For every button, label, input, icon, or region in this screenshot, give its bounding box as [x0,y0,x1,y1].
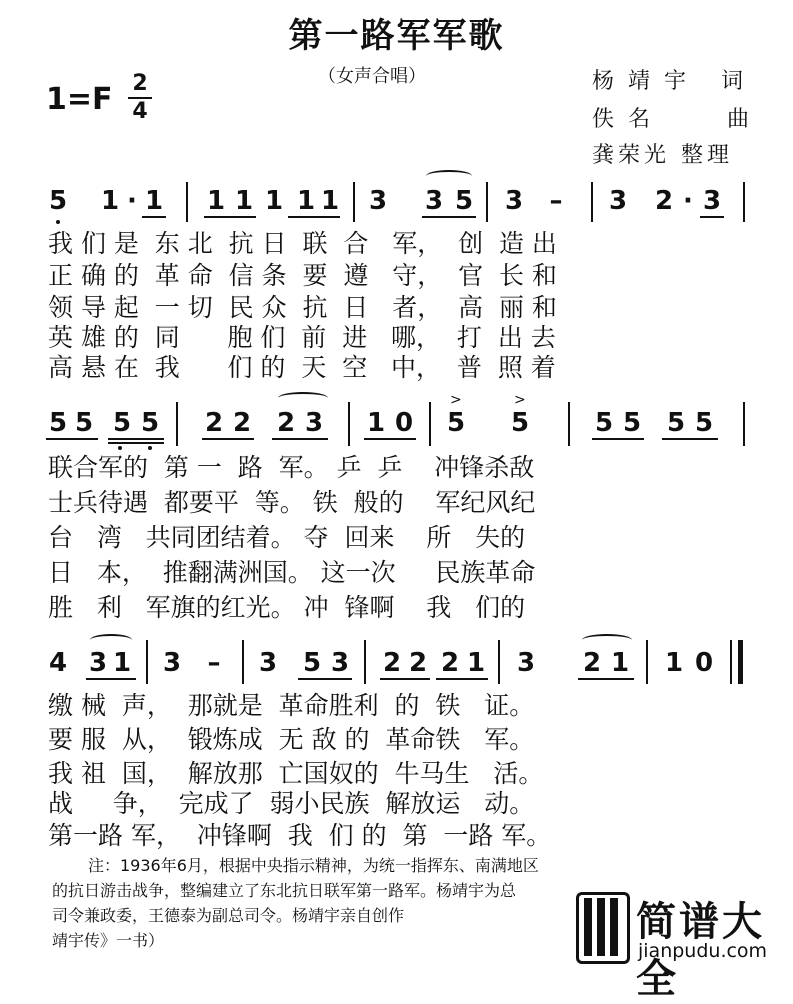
watermark-brand: 简谱大全 [636,899,765,1002]
footnote-line-2: 的抗日游击战争，整编建立了东北抗日联军第一路军。杨靖宇为总 [52,881,517,900]
lyric-line-2-verse-3: 台 湾 共同团结着。 夺 回来 所 失的 [48,523,526,552]
lyric-line-3-verse-1: 缴 械 声， 那就是 革命胜利 的 铁 证。 [48,691,535,720]
time-signature-bottom: 4 [132,99,148,124]
notation-line-3: 4 3 1 3 – 3 5 3 2 2 2 1 3 2 1 1 0 [46,640,756,690]
footnote-line-3: 司令兼政委，王德泰为副总司令。杨靖宇亲自创作 [52,906,405,925]
lyric-line-3-verse-4: 战 争， 完成了 弱小民族 解放运 动。 [48,789,535,818]
time-signature-top: 2 [132,71,148,96]
piano-icon [576,892,630,964]
lyric-line-3-verse-3: 我 祖 国， 解放那 亡国奴的 牛马生 活。 [48,759,544,788]
lyric-line-1-verse-2: 正 确 的 革 命 信 条 要 遵 守， 官 长 和 [48,261,557,290]
lyric-line-3-verse-5: 第一路 军， 冲锋啊 我 们 的 第 一路 军。 [48,821,552,850]
lyric-line-1-verse-5: 高 悬 在 我 们 的 天 空 中， 普 照 着 [48,353,556,382]
lyric-line-2-verse-2: 士兵待遇 都要平 等。 铁 般的 军纪风纪 [48,488,536,517]
lyric-line-2-verse-4: 日 本， 推翻满洲国。 这一次 民族革命 [48,558,536,587]
lyric-line-1-verse-3: 领 导 起 一 切 民 众 抗 日 者， 高 丽 和 [48,293,557,322]
watermark-logo [576,888,793,1002]
credit-lyricist: 杨靖宇 词 [592,69,758,94]
lyric-line-1-verse-1: 我 们 是 东 北 抗 日 联 合 军， 创 造 出 [48,229,557,258]
song-subtitle: （女声合唱） [318,66,426,87]
song-title: 第一路军军歌 [288,16,505,56]
notation-line-1: 5 1 · 1 1 1 1 1 1 3 3 5 3 – 3 2 · 3 [46,182,756,232]
credit-arranger: 龚荣光 整理 [592,143,734,168]
credit-composer: 佚名 曲 [592,107,764,132]
footnote-line-1: 注：1936年6月，根据中央指示精神，为统一指挥东、南满地区 [88,856,539,875]
watermark-url: jianpudu.com [638,940,768,962]
lyric-line-1-verse-4: 英 雄 的 同 胞 们 前 进 哪， 打 出 去 [48,323,556,352]
lyric-line-2-verse-1: 联合军的 第 一 路 军。 乒 乒 冲锋杀敌 [48,453,535,482]
lyric-line-3-verse-2: 要 服 从， 锻炼成 无 敌 的 革命铁 军。 [48,725,535,754]
footnote-line-4: 靖宇传》一书） [52,931,165,950]
key-signature: 1=F [46,82,113,117]
time-signature [128,72,152,124]
notation-line-2: 5 5 5 5 2 2 2 3 1 0 5 5 > > 5 5 5 5 [46,402,756,452]
lyric-line-2-verse-5: 胜 利 军旗的红光。 冲 锋啊 我 们的 [48,593,526,622]
